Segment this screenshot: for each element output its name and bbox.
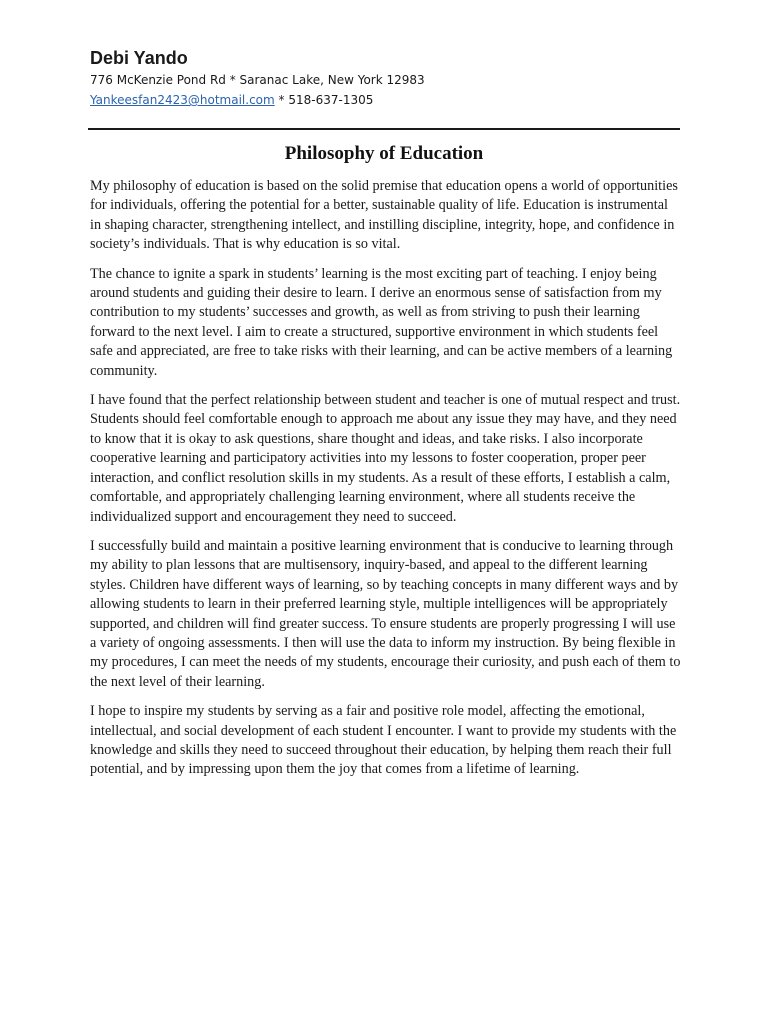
contact-line [90,90,680,110]
address-line: 776 McKenzie Pond Rd * Saranac Lake, New York 12983 [90,73,425,87]
phone-number: * 518-637-1305 [274,93,374,107]
paragraph-3: I have found that the perfect relationship between student and teacher is one of mutual respect and trust. Students should feel comfortable enough to approach me about any issue they may have, and they need to know that it is okay to ask questions, share thought and ideas, and take risks. I also incorporate cooperative learning and participatory activities into my lessons to foster cooperation, proper peer interaction, and conflict resolution skills in my students. As a result of these efforts, I establish a calm, comfortable, and appropriately challenging learning environment, where all students receive the individualized support and encouragement they need to succeed. [90,392,681,525]
author-name: Debi Yando [90,48,188,68]
header-divider [88,128,680,130]
paragraph-2: The chance to ignite a spark in students’ learning is the most exciting part of teaching. I enjoy being around students and guiding their desire to learn. I derive an enormous sense of satisfaction from my contribution to my students’ successes and growth, as well as from striving to push their learning forward to the next level. I aim to create a structured, supportive environment in which students feel safe and appreciated, are free to take risks with their learning, and can be active members of a learning community. [90,265,673,379]
paragraph-5: I hope to inspire my students by serving as a fair and positive role model, affecting the emotional, intellectual, and social development of each student I encounter. I want to provide my students with the knowledge and skills they need to succeed throughout their education, by helping them reach their full potential, and by impressing upon them the joy that comes from a lifetime of learning. [90,703,677,778]
paragraph-4: I successfully build and maintain a positive learning environment that is conducive to learning through my ability to plan lessons that are multisensory, inquiry-based, and appeal to the different learning styles. Children have different ways of learning, so by teaching concepts in many different ways and by allowing students to learn in their preferred learning style, multiple intelligences will be appropriately supported, and children will find greater success. To ensure students are properly progressing I will use a variety of ongoing assessments. I then will use the data to inform my instruction. By being flexible in my procedures, I can meet the needs of my students, encourage their curiosity, and push each of them to the next level of their learning. [90,537,681,690]
paragraph-1: My philosophy of education is based on the solid premise that education opens a world of opportunities for individuals, offering the potential for a better, sustainable quality of life. Education is instrumental in shaping character, strengthening intellect, and instilling discipline, integrity, hope, and confidence in society’s individuals. That is why education is so vital. [90,178,678,253]
letterhead [90,46,680,110]
document-body [90,177,682,790]
email-link[interactable]: Yankeesfan2423@hotmail.com [90,93,275,107]
document-title: Philosophy of Education [284,143,484,164]
